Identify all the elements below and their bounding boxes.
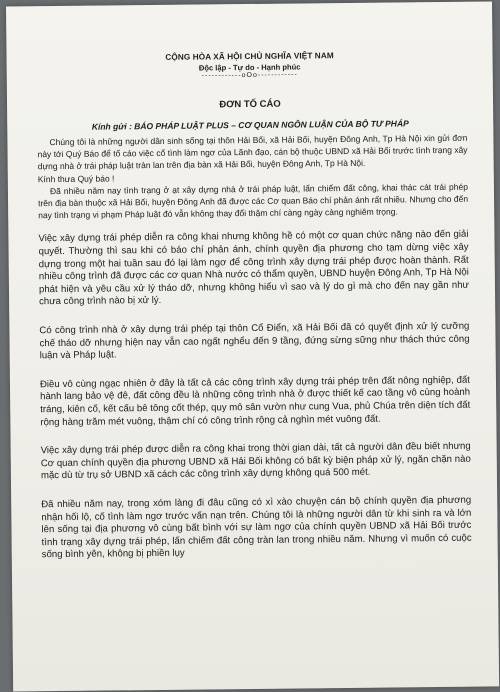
paragraph: Đã nhiều năm nay, trong xóm làng đi đâu cũng có xì xào chuyện cán bộ chính quyền địa phương nhận hối lộ, cố tình làm ngơ trước vấn nạn trên. Chúng tôi là những người dân từ khi sinh ra và lớn lên sống tại địa phương vô cùng bất bình với sự làm ngơ của chính quyền UBND xã Hải Bối trước tình trạng xây dựng trái phép, lấn chiếm đất công tràn lan trong nhiều năm. Nhưng vì muốn có cuộc sống bình yên, không bị phiền lụy [41,494,472,561]
paragraph: Việc xây dựng trái phép diễn ra công khai nhưng không hề có một cơ quan chức năng nào đến giải quyết. Thường thì sau khi có báo chí phản ánh, chính quyền địa phương cho tạm dừng việc xây dựng trong một hai tuần sau đó lại làm ngơ để công trình xây dựng trái phép được hoàn thành. Rất nhiều công trình đã được các cơ quan Nhà nước có thẩm quyền, UBND huyện Đông Anh, Tp Hà Nội phát hiện và yêu cầu xử lý tháo dỡ, nhưng không hiểu vì sao và lý do gì mà cho đến nay gần như chưa công trình nào bị xử lý. [38,229,470,308]
motto: Độc lập - Tự do - Hạnh phúc [198,62,301,73]
paragraph: Đã nhiều năm nay tình trạng ở ạt xây dựng nhà ở trái pháp luật, lấn chiếm đất công, khai thác cát trái phép trên địa bàn thuộc xã Hải Bối, huyện Đông Anh đã được các Cơ quan Báo chí phản ánh rất nhiều. Nhưng cho đến nay tình trạng vi phạm Pháp luật đó vẫn không thay đổi thậm chí càng ngày càng nghiêm trọng. [38,181,469,221]
separator: ------------oOo------------ [201,71,298,80]
recipient-line: Kính gửi : BÁO PHÁP LUẬT PLUS – CƠ QUAN NGÔN LUẬN CỦA BỘ TƯ PHÁP [91,118,409,132]
document-page [6,1,499,691]
paragraph: Có công trình nhà ở xây dựng trái phép tại thôn Cổ Điển, xã Hải Bối đã có quyết định xử lý cưỡng chế tháo dỡ nhưng hiện nay vẫn cao ngất nghểu đến 9 tầng, đứng sừng sững như thách thức công luận và Pháp luật. [39,320,470,362]
document-header [7,49,493,81]
paragraph: Việc xây dựng trái phép được diễn ra công khai trong thời gian dài, tất cả người dân đều biết nhưng Cơ quan chính quyền địa phương UBND xã Hải Bối không có bất kỳ biện pháp xử lý, ngăn chặn nào mặc dù từ trụ sở UBND xã cách các công trình xây dựng không quá 500 mét. [40,440,471,482]
salutation: Kính thưa Quý báo ! [37,173,115,184]
paragraph: Chúng tôi là những người dân sinh sống tại thôn Hải Bối, xã Hải Bối, huyện Đông Anh, Tp Hà Nội xin gửi đơn này tới Quý Báo để tố cáo việc cố tình làm ngơ của Lãnh đạo, cán bộ thuộc UBND xã Hải Bối trước tình trạng xây dựng nhà ở trái pháp luật tràn lan trên địa bàn xã Hải Bối, huyện Đông Anh, Tp Hà Nội. [37,132,468,172]
document-title: ĐƠN TỐ CÁO [219,98,281,111]
document-body [7,131,497,562]
paragraph: Điều vô cùng ngạc nhiên ở đây là tất cả các công trình xây dựng trái phép trên đất nông nghiệp, đất hành lang bảo vệ đê, đất công đều là những công trình nhà ở được thiết kế cao tầng vô cùng hoành tráng, kiên cố, kết cấu bê tông cốt thép, quy mô sân vườn như cung Vua, phủ Chúa trên diện tích đất rộng hàng trăm mét vuông, thậm chí có công trình rộng cả nghìn mét vuông đất. [39,374,471,428]
nation-heading: CỘNG HÒA XÃ HỘI CHỦ NGHĨA VIỆT NAM [165,51,334,62]
